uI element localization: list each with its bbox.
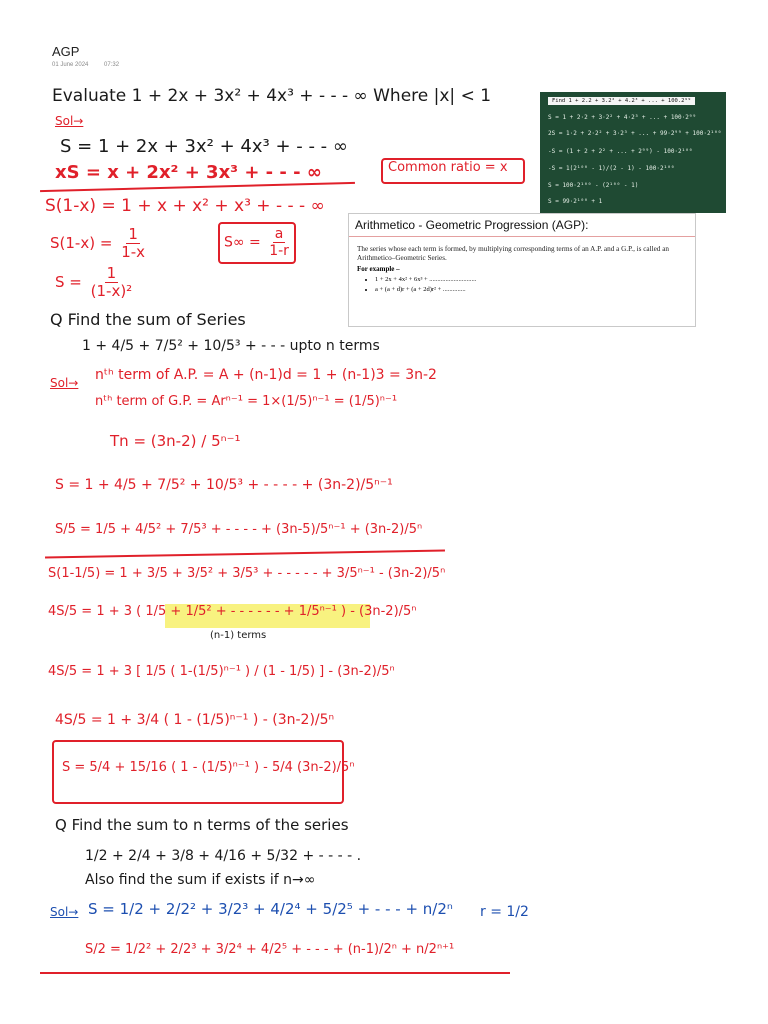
board-line: S = 99·2¹⁰⁰ + 1 <box>548 198 603 205</box>
page-time: 07:32 <box>104 62 120 68</box>
card-example-label: For example – <box>357 265 400 273</box>
underline-rule <box>40 182 355 192</box>
denominator: 1-r <box>269 243 289 259</box>
denominator: (1-x)² <box>90 282 133 300</box>
question-2-series: 1 + 4/5 + 7/5² + 10/5³ + - - - upto n terms <box>82 338 380 354</box>
s-series: S = 1 + 4/5 + 7/5² + 10/5³ + - - - - + (3n-2)/5ⁿ⁻¹ <box>55 477 393 493</box>
denominator: 1-x <box>121 243 146 261</box>
board-line: -S = (1 + 2 + 2² + ... + 2⁹⁹) - 100·2¹⁰⁰ <box>548 148 693 155</box>
solution-label: Sol→ <box>55 114 84 128</box>
agp-definition-card <box>348 213 696 327</box>
solution-label: Sol→ <box>50 905 79 919</box>
board-line: S = 100·2¹⁰⁰ - (2¹⁰⁰ - 1) <box>548 182 639 189</box>
chalkboard-image <box>540 92 726 213</box>
four-s-over-5-simplified: 4S/5 = 1 + 3/4 ( 1 - (1/5)ⁿ⁻¹ ) - (3n-2)/5ⁿ <box>55 712 335 728</box>
eq-lhs: S = <box>55 273 82 291</box>
nth-term-gp: nᵗʰ term of G.P. = Arⁿ⁻¹ = 1×(1/5)ⁿ⁻¹ = (1/5)ⁿ⁻¹ <box>95 394 398 409</box>
numerator: 1 <box>106 264 117 282</box>
question-3: Q Find the sum to n terms of the series <box>55 816 349 834</box>
common-ratio: Common ratio = x <box>388 160 508 175</box>
card-example-list <box>349 275 695 296</box>
card-example: • a + (a + d)r + (a + 2d)r² + .............. <box>375 285 695 295</box>
n-minus-1-terms-note: (n-1) terms <box>210 630 267 641</box>
s-over-5-series: S/5 = 1/5 + 4/5² + 7/5³ + - - - - + (3n-5)/5ⁿ⁻¹ + (3n-2)/5ⁿ <box>55 522 423 537</box>
series-s: S = 1 + 2x + 3x² + 4x³ + - - - ∞ <box>60 136 348 157</box>
s-one-minus-x-eq <box>50 227 149 260</box>
fraction <box>89 266 135 299</box>
fraction <box>267 227 291 258</box>
question-3-series: 1/2 + 2/4 + 3/8 + 4/16 + 5/32 + - - - - . <box>85 848 362 864</box>
question-3-also: Also find the sum if exists if n→∞ <box>85 872 316 888</box>
final-answer: S = 5/4 + 15/16 ( 1 - (1/5)ⁿ⁻¹ ) - 5/4 (3n-2)/5ⁿ <box>62 760 355 775</box>
page-title: AGP <box>52 44 80 59</box>
page-meta <box>52 62 133 68</box>
numerator: 1 <box>128 225 138 243</box>
solution-label: Sol→ <box>50 376 79 390</box>
board-line: S = 1 + 2·2 + 3·2² + 4·2³ + ... + 100·2⁹⁹ <box>548 114 697 121</box>
s-over-2-series: S/2 = 1/2² + 2/2³ + 3/2⁴ + 4/2⁵ + - - - + (n-1)/2ⁿ + n/2ⁿ⁺¹ <box>85 942 455 957</box>
board-line: -S = 1(2¹⁰⁰ - 1)/(2 - 1) - 100·2¹⁰⁰ <box>548 165 675 172</box>
tn-formula: Tn = (3n-2) / 5ⁿ⁻¹ <box>110 432 241 450</box>
page-date: 01 June 2024 <box>52 62 89 68</box>
fraction <box>119 227 147 260</box>
s-final-1 <box>55 266 136 299</box>
s-series-3: S = 1/2 + 2/2² + 3/2³ + 4/2⁴ + 5/2⁵ + - - - + n/2ⁿ <box>88 900 453 918</box>
s-times-one-minus-x: S(1-x) = 1 + x + x² + x³ + - - - ∞ <box>45 196 325 216</box>
board-title: Find 1 + 2.2 + 3.2² + 4.2³ + ... + 100.2⁹⁹ <box>548 97 695 105</box>
card-text: The series whose each term is formed, by multiplying corresponding terms of an A.P. and a G.P., is called an Arithmetico–Geometric Series. <box>357 245 669 262</box>
ratio-half: r = 1/2 <box>480 904 529 920</box>
nth-term-ap: nᵗʰ term of A.P. = A + (n-1)d = 1 + (n-1)3 = 3n-2 <box>95 367 437 383</box>
series-xs: xS = x + 2x² + 3x³ + - - - ∞ <box>55 162 322 183</box>
card-heading: Arithmetico - Geometric Progression (AGP): <box>349 214 695 237</box>
numerator: a <box>274 226 284 242</box>
eq-lhs: S(1-x) = <box>50 234 113 252</box>
four-s-over-5: 4S/5 = 1 + 3 ( 1/5 + 1/5² + - - - - - - + 1/5ⁿ⁻¹ ) - (3n-2)/5ⁿ <box>48 604 417 619</box>
four-s-over-5-gp-sum: 4S/5 = 1 + 3 [ 1/5 ( 1-(1/5)ⁿ⁻¹ ) / (1 - 1/5) ] - (3n-2)/5ⁿ <box>48 664 395 679</box>
s-infinity-formula <box>224 227 293 258</box>
eq-lhs: S∞ = <box>224 234 261 251</box>
question-2: Q Find the sum of Series <box>50 310 246 329</box>
subtraction-rule <box>45 550 445 559</box>
question-1: Evaluate 1 + 2x + 3x² + 4x³ + - - - ∞ Where |x| < 1 <box>52 86 492 106</box>
board-line: 2S = 1·2 + 2·2² + 3·2³ + ... + 99·2⁹⁹ + 100·2¹⁰⁰ <box>548 130 722 137</box>
s-difference: S(1-1/5) = 1 + 3/5 + 3/5² + 3/5³ + - - - - - + 3/5ⁿ⁻¹ - (3n-2)/5ⁿ <box>48 566 446 581</box>
subtraction-rule <box>40 972 510 974</box>
card-example: • 1 + 2x + 4x² + 6x³ + ............................. <box>375 275 695 285</box>
